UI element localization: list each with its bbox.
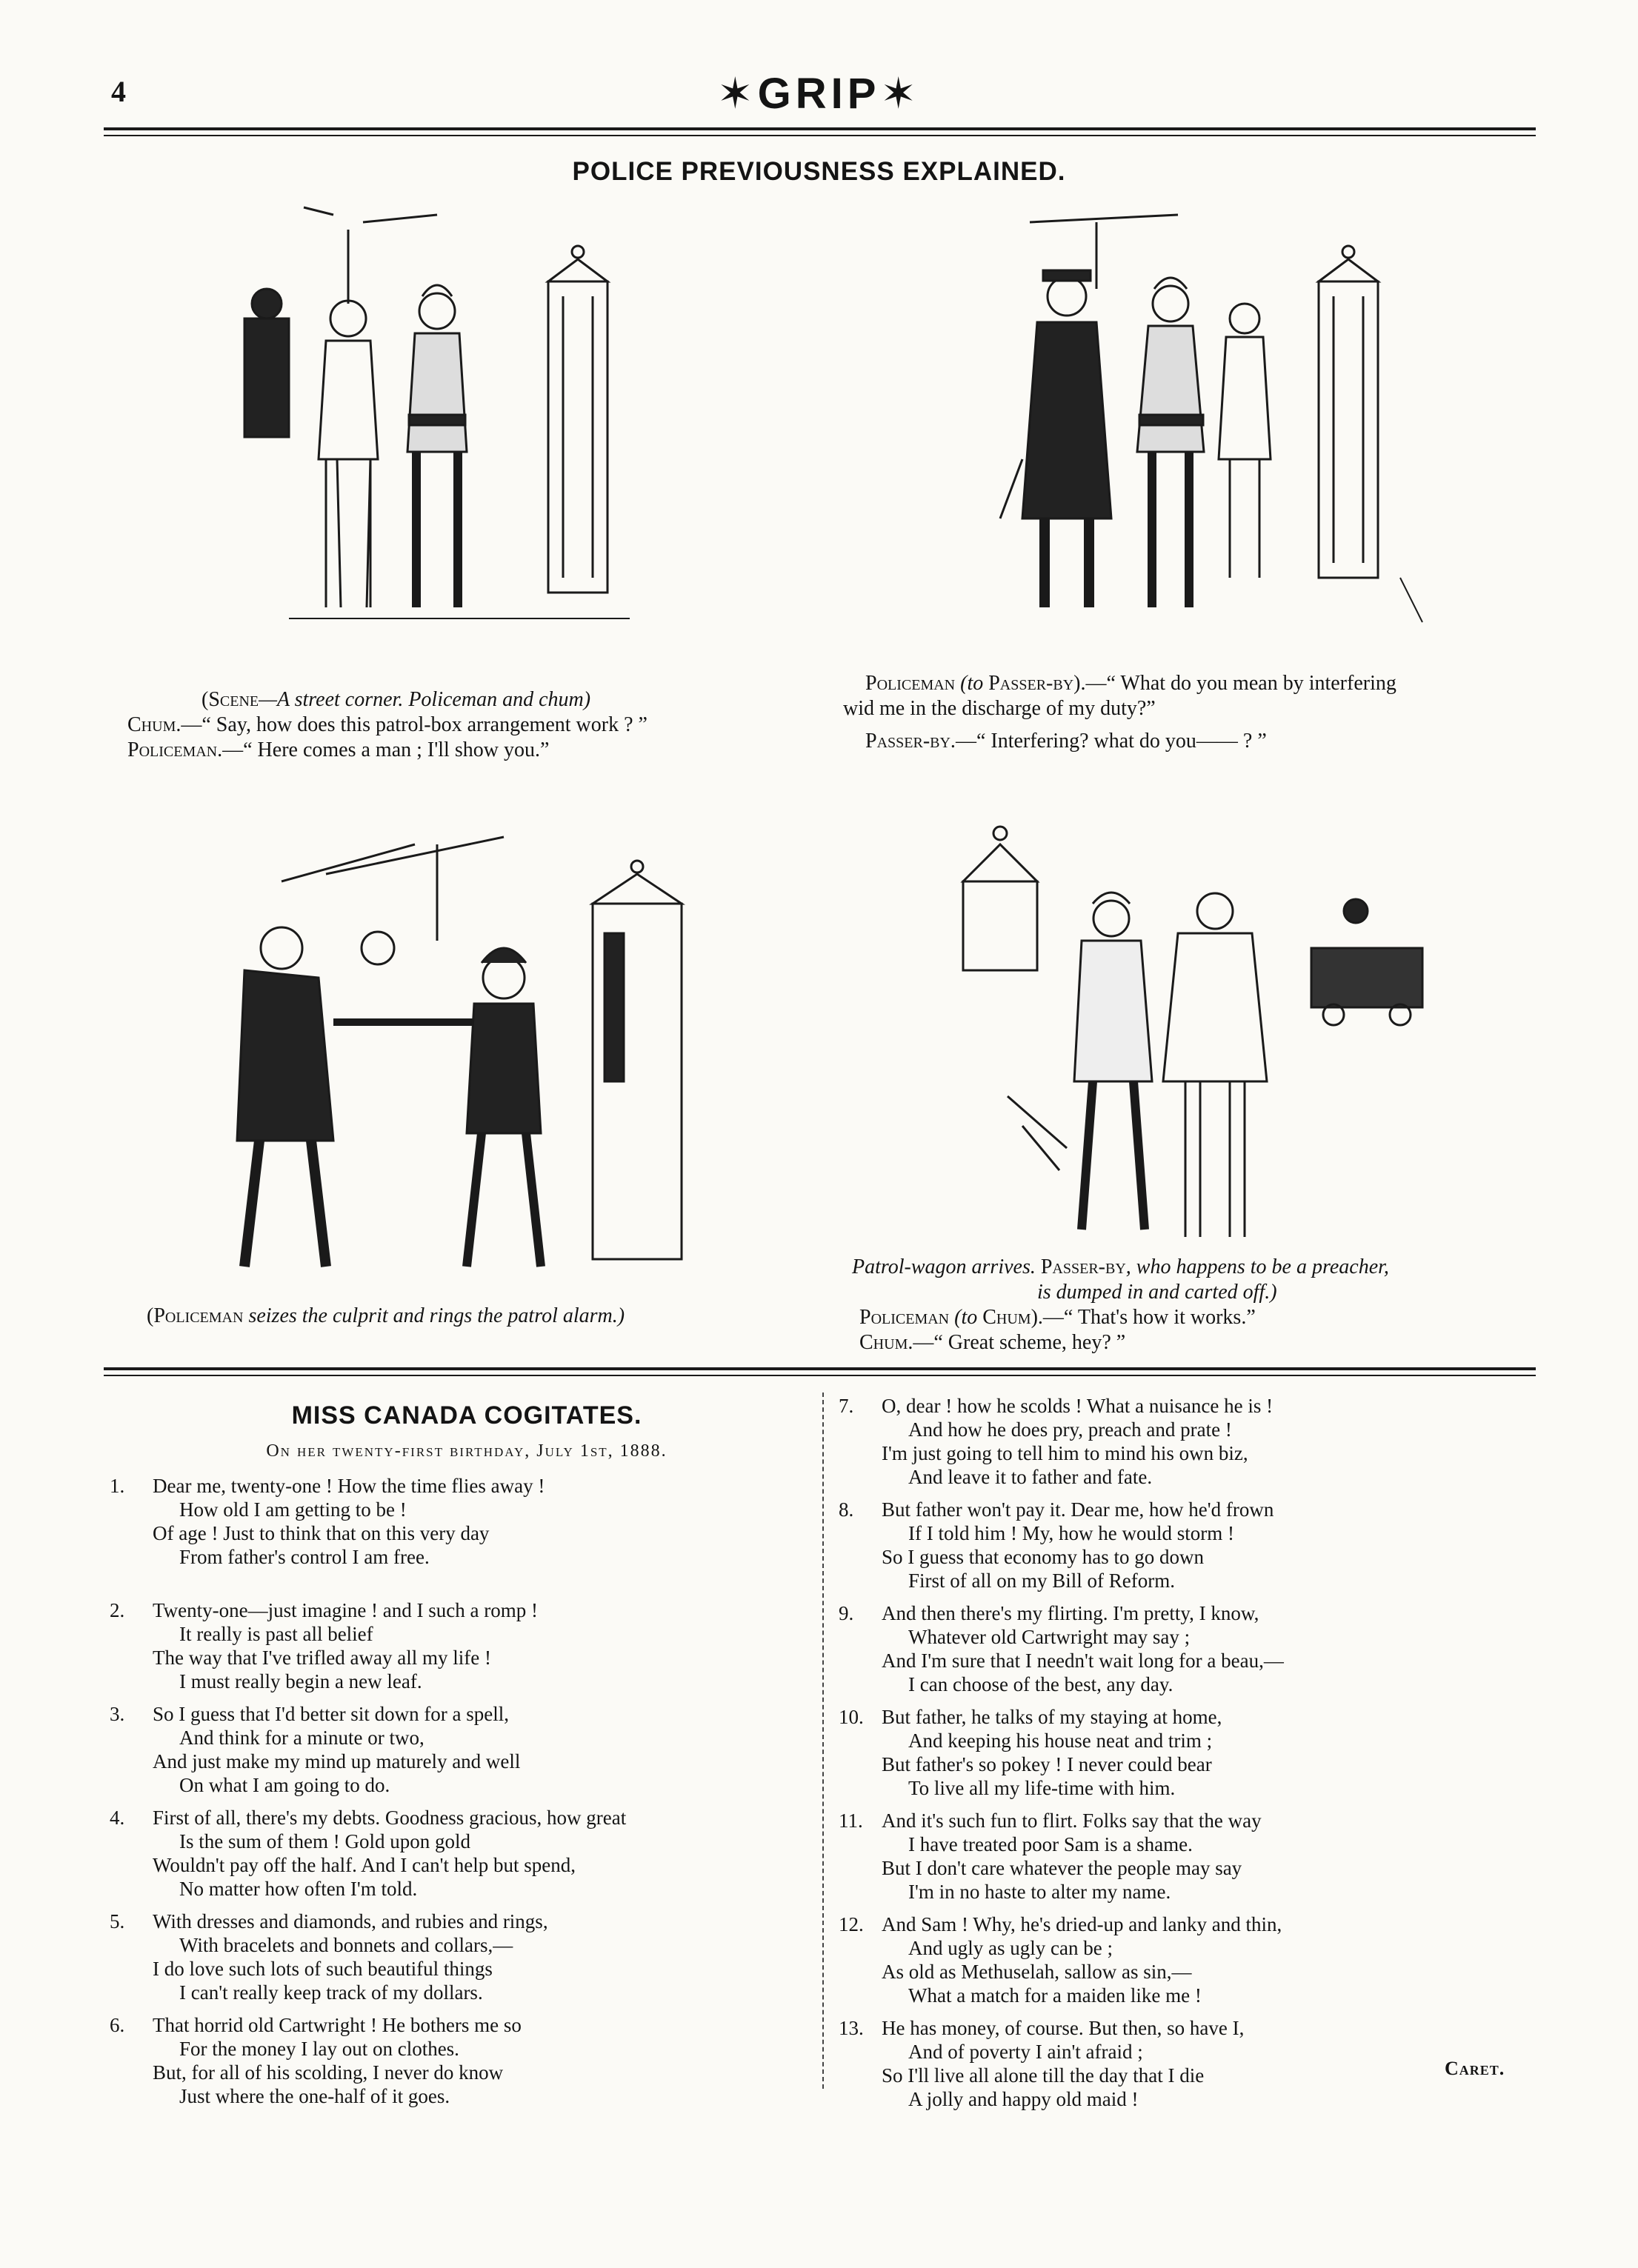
poem-line: So I guess that economy has to go down bbox=[882, 1546, 1204, 1568]
caption-line: Chum.—“ Great scheme, hey? ” bbox=[859, 1331, 1126, 1354]
stanza-number: 1. bbox=[110, 1475, 125, 1497]
section-rule-top bbox=[104, 1367, 1536, 1370]
poem-line: And then there's my flirting. I'm pretty, I know, bbox=[882, 1602, 1259, 1624]
poem-line: It really is past all belief bbox=[179, 1623, 373, 1645]
poem-line: Twenty-one—just imagine ! and I such a romp ! bbox=[153, 1599, 538, 1621]
poem-line: First of all, there's my debts. Goodness gracious, how great bbox=[153, 1807, 627, 1829]
poem-line: I can choose of the best, any day. bbox=[908, 1673, 1173, 1695]
poem-line: As old as Methuselah, sallow as sin,— bbox=[882, 1961, 1192, 1983]
panel-4-caption bbox=[852, 1255, 1556, 1355]
poem-line: But father's so pokey ! I never could bear bbox=[882, 1753, 1212, 1775]
poem-stanza bbox=[110, 1474, 799, 1569]
stanza-number: 11. bbox=[839, 1810, 863, 1832]
poem-signature: Caret. bbox=[1445, 2058, 1505, 2079]
stanza-number: 8. bbox=[839, 1498, 854, 1521]
header-rule-top bbox=[104, 127, 1536, 130]
poem-line: And keeping his house neat and trim ; bbox=[908, 1730, 1213, 1752]
panel-3-caption bbox=[147, 1304, 813, 1329]
poem-line: I do love such lots of such beautiful things bbox=[153, 1958, 493, 1980]
stanza-number: 2. bbox=[110, 1599, 125, 1621]
poem-line: And Sam ! Why, he's dried-up and lanky and thin, bbox=[882, 1913, 1282, 1935]
poem-line: How old I am getting to be ! bbox=[179, 1498, 407, 1521]
stanza-number: 4. bbox=[110, 1807, 125, 1829]
poem-line: Is the sum of them ! Gold upon gold bbox=[179, 1830, 470, 1852]
stanza-number: 6. bbox=[110, 2014, 125, 2036]
poem-line: O, dear ! how he scolds ! What a nuisance he is ! bbox=[882, 1395, 1274, 1417]
cartoon-title: POLICE PREVIOUSNESS EXPLAINED. bbox=[572, 157, 1066, 186]
poem-line: The way that I've trifled away all my life ! bbox=[153, 1647, 491, 1669]
poem-line: He has money, of course. But then, so have I, bbox=[882, 2017, 1245, 2039]
caption-line: Passer-by.—“ Interfering? what do you—— ? ” bbox=[865, 730, 1267, 753]
stanza-number: 3. bbox=[110, 1703, 125, 1725]
caption-line: is dumped in and carted off.) bbox=[1037, 1281, 1277, 1304]
poem-title: MISS CANADA COGITATES. bbox=[291, 1401, 642, 1430]
poem-line: Dear me, twenty-one ! How the time flies away ! bbox=[153, 1475, 545, 1497]
column-divider bbox=[822, 1393, 824, 2089]
caption-line: (Policeman seizes the culprit and rings the patrol alarm.) bbox=[147, 1304, 625, 1327]
poem-stanza bbox=[110, 1598, 799, 1693]
poem-line: That horrid old Cartwright ! He bothers me so bbox=[153, 2014, 522, 2036]
poem-line: If I told him ! My, how he would storm ! bbox=[908, 1522, 1234, 1544]
poem-line: With bracelets and bonnets and collars,— bbox=[179, 1934, 513, 1956]
header-rule-bottom bbox=[104, 135, 1536, 136]
poem-line: No matter how often I'm told. bbox=[179, 1878, 418, 1900]
poem-stanza bbox=[110, 1806, 799, 1901]
poem-line: So I'll live all alone till the day that I die bbox=[882, 2064, 1205, 2087]
poem-line: To live all my life-time with him. bbox=[908, 1777, 1176, 1799]
panel-3-illustration bbox=[193, 822, 711, 1281]
page-number: 4 bbox=[111, 75, 126, 108]
poem-line: Of age ! Just to think that on this very day bbox=[153, 1522, 490, 1544]
poem-stanza bbox=[839, 1498, 1550, 1592]
panel-2-illustration bbox=[985, 193, 1430, 644]
poem-stanza bbox=[839, 1705, 1550, 1800]
section-rule-bottom bbox=[104, 1375, 1536, 1376]
poem-line: And how he does pry, preach and prate ! bbox=[908, 1418, 1232, 1441]
poem-stanza bbox=[110, 1910, 799, 2004]
poem-line: And of poverty I ain't afraid ; bbox=[908, 2041, 1143, 2063]
poem-line: A jolly and happy old maid ! bbox=[908, 2088, 1139, 2110]
poem-line: But father won't pay it. Dear me, how he'd frown bbox=[882, 1498, 1274, 1521]
poem-line: So I guess that I'd better sit down for a spell, bbox=[153, 1703, 510, 1725]
poem-stanza bbox=[839, 1394, 1550, 1489]
poem-line: On what I am going to do. bbox=[179, 1774, 390, 1796]
poem-line: Just where the one-half of it goes. bbox=[179, 2085, 450, 2107]
panel-4-illustration bbox=[941, 800, 1430, 1267]
caption-line: Chum.—“ Say, how does this patrol-box arrangement work ? ” bbox=[127, 713, 647, 736]
caption-line: Policeman (to Chum).—“ That's how it works.” bbox=[859, 1306, 1256, 1329]
poem-stanza bbox=[839, 2016, 1550, 2111]
poem-line: Wouldn't pay off the half. And I can't help but spend, bbox=[153, 1854, 576, 1876]
poem-line: I have treated poor Sam is a shame. bbox=[908, 1833, 1193, 1855]
stanza-number: 12. bbox=[839, 1913, 864, 1935]
poem-line: And I'm sure that I needn't wait long for a beau,— bbox=[882, 1650, 1284, 1672]
caption-line: wid me in the discharge of my duty?” bbox=[843, 697, 1156, 720]
poem-line: But I don't care whatever the people may say bbox=[882, 1857, 1242, 1879]
poem-line: But, for all of his scolding, I never do know bbox=[153, 2061, 504, 2084]
poem-stanza bbox=[839, 1601, 1550, 1696]
stanza-number: 10. bbox=[839, 1706, 864, 1728]
poem-line: But father, he talks of my staying at home, bbox=[882, 1706, 1222, 1728]
caption-line: (Scene—A street corner. Policeman and chum) bbox=[202, 688, 591, 711]
stanza-number: 9. bbox=[839, 1602, 854, 1624]
poem-line: And think for a minute or two, bbox=[179, 1727, 425, 1749]
caption-line: Patrol-wagon arrives. Passer-by, who happens to be a preacher, bbox=[852, 1255, 1389, 1278]
masthead-title: ✶GRIP✶ bbox=[717, 70, 921, 118]
poem-line: First of all on my Bill of Reform. bbox=[908, 1570, 1175, 1592]
poem-subtitle: On her twenty-first birthday, July 1st, 1888. bbox=[266, 1441, 667, 1461]
poem-stanza bbox=[839, 1809, 1550, 1904]
poem-line: I'm just going to tell him to mind his own biz, bbox=[882, 1442, 1248, 1464]
poem-stanza bbox=[110, 2013, 799, 2108]
stanza-number: 7. bbox=[839, 1395, 854, 1417]
panel-1-caption bbox=[127, 687, 794, 763]
caption-line: Policeman.—“ Here comes a man ; I'll show you.” bbox=[127, 738, 550, 761]
poem-stanza bbox=[110, 1702, 799, 1797]
poem-line: And it's such fun to flirt. Folks say that the way bbox=[882, 1810, 1262, 1832]
poem-stanza bbox=[839, 1912, 1550, 2007]
poem-line: For the money I lay out on clothes. bbox=[179, 2038, 459, 2060]
caption-line: Policeman (to Passer-by).—“ What do you mean by interfering bbox=[865, 672, 1396, 695]
panel-2-caption bbox=[843, 671, 1547, 754]
stanza-number: 5. bbox=[110, 1910, 125, 1932]
poem-line: Whatever old Cartwright may say ; bbox=[908, 1626, 1191, 1648]
poem-line: And leave it to father and fate. bbox=[908, 1466, 1153, 1488]
poem-line: I must really begin a new leaf. bbox=[179, 1670, 422, 1692]
poem-line: And ugly as ugly can be ; bbox=[908, 1937, 1113, 1959]
panel-1-illustration bbox=[215, 193, 674, 644]
poem-line: What a match for a maiden like me ! bbox=[908, 1984, 1202, 2007]
stanza-number: 13. bbox=[839, 2017, 864, 2039]
poem-line: With dresses and diamonds, and rubies and rings, bbox=[153, 1910, 548, 1932]
poem-line: I can't really keep track of my dollars. bbox=[179, 1981, 483, 2004]
poem-line: From father's control I am free. bbox=[179, 1546, 430, 1568]
poem-line: I'm in no haste to alter my name. bbox=[908, 1881, 1171, 1903]
poem-line: And just make my mind up maturely and well bbox=[153, 1750, 521, 1772]
